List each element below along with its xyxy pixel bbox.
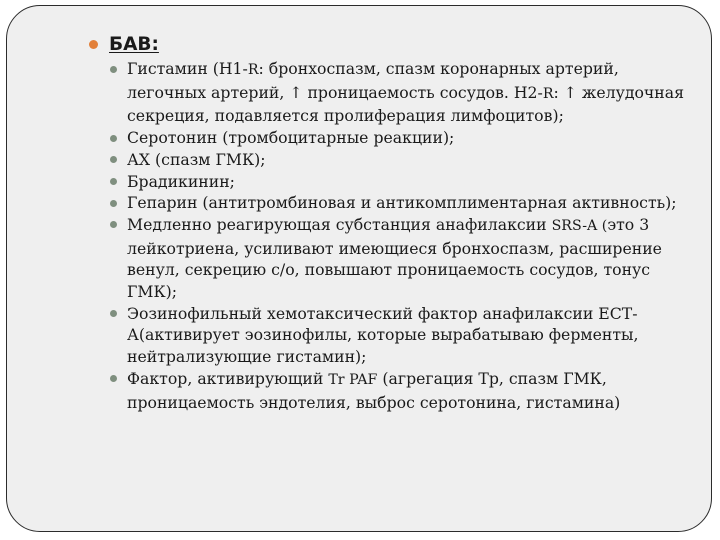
srs-a-text-b: это 3 лейкотриена, усиливают имеющиеся бронхоспазм, расширение венул, секрецию с/о, повышают проницаемость сосудов, тонус ГМК);	[127, 214, 662, 302]
heading-row	[87, 34, 702, 58]
histamine-text-a: Гистамин (Н1-	[127, 59, 248, 78]
bradykinin-text: Брадикинин;	[127, 171, 235, 191]
bullet-icon	[110, 375, 117, 382]
heparin-text: Гепарин (антитромбиновая и антикомплиментарная активность);	[127, 193, 677, 213]
bullet-icon	[110, 310, 117, 317]
list-item-heparin	[109, 192, 702, 214]
bullet-icon	[110, 221, 117, 228]
list-item-serotonin	[109, 127, 702, 149]
list-item-bradykinin	[109, 171, 702, 193]
bullet-icon	[110, 135, 117, 142]
srs-a-paren: (	[597, 217, 608, 234]
slide-content	[87, 34, 702, 413]
bullet-icon	[110, 200, 117, 207]
acetylcholine-text: АХ (спазм ГМК);	[127, 149, 266, 169]
serotonin-text: Серотонин (тромбоцитарные реакции);	[127, 128, 455, 148]
ecf-a-text: Эозинофильный хемотаксический фактор анафилаксии ЕСТ-А(активирует эозинофилы, которые вырабатываю ферменты, нейтрализующие гистамин);	[127, 303, 639, 367]
histamine-text-b: : бронхоспазм, спазм коронарных артерий, легочных артерий, ↑ проницаемость сосудов. Н2-	[127, 59, 619, 102]
srs-a-text-a: Медленно реагирующая субстанция анафилаксии	[127, 214, 552, 234]
slide-heading: БАВ:	[109, 34, 159, 55]
receptor-r-1: R	[247, 62, 259, 78]
list-item-histamine	[109, 58, 702, 127]
bullet-icon	[110, 66, 117, 73]
slide-frame	[6, 5, 712, 532]
paf-text-a: Фактор, активирующий	[127, 368, 329, 388]
paf-text-b: (агрегация Тр, спазм ГМК, проницаемость эндотелия, выброс серотонина, гистамина)	[127, 368, 621, 412]
receptor-r-2: R	[542, 85, 554, 102]
list-item-paf	[109, 368, 702, 413]
list-item-srs-a	[109, 214, 702, 303]
list-item-acetylcholine	[109, 149, 702, 171]
list-item-ecf-a	[109, 303, 702, 368]
paf-abbrev: Tr PAF	[328, 371, 378, 388]
heading-bullet-icon	[89, 40, 98, 49]
bullet-icon	[110, 156, 117, 163]
bullet-list	[109, 58, 702, 413]
bullet-icon	[110, 178, 117, 185]
histamine-text-c: : ↑ желудочная секреция, подавляется пролиферация лимфоцитов);	[127, 82, 684, 126]
srs-a-abbrev: SRS-A	[551, 217, 598, 234]
